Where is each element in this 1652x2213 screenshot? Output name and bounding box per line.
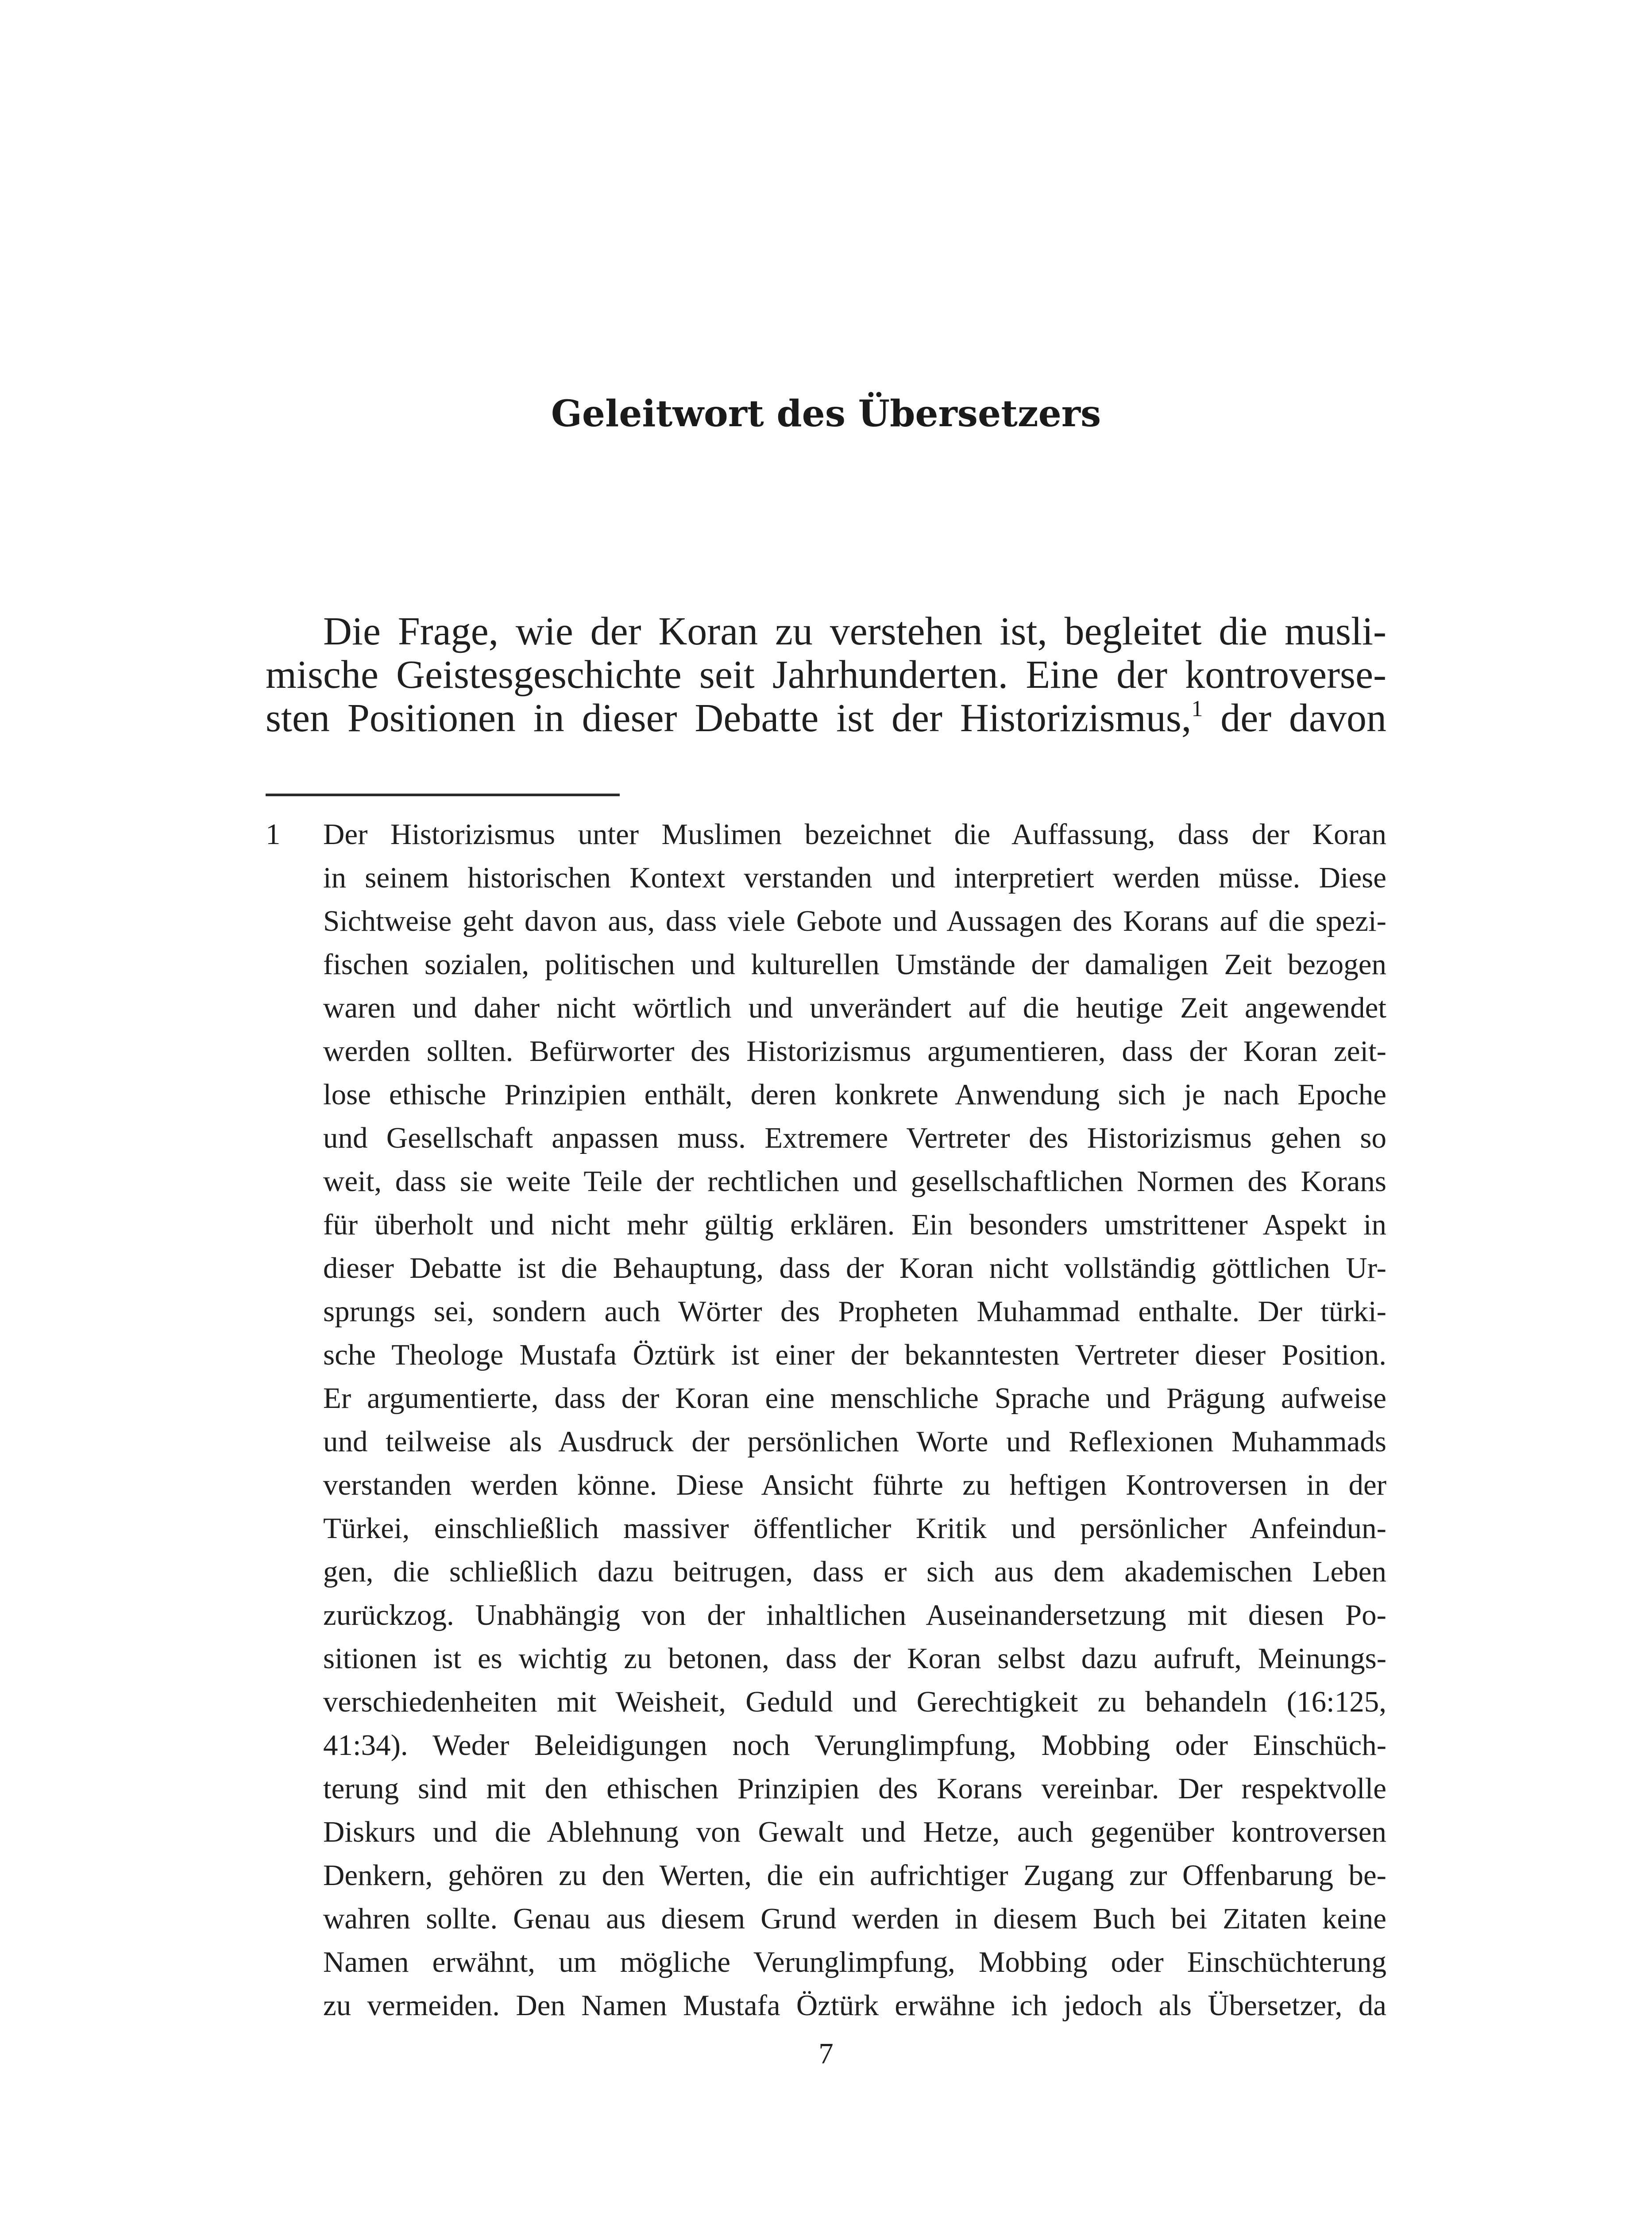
- footnote-line: sche Theologe Mustafa Öztürk ist einer der bekanntesten Vertreter dieser Position.: [323, 1338, 1386, 1371]
- footnote-line: gen, die schließlich dazu beitrugen, dass er sich aus dem akademischen Leben: [323, 1555, 1386, 1588]
- footnote-line: fischen sozialen, politischen und kulturellen Umstände der damaligen Zeit bezogen: [323, 948, 1386, 981]
- footnote-line: lose ethische Prinzipien enthält, deren konkrete Anwendung sich je nach Epoche: [323, 1078, 1386, 1111]
- footnote-line: sprungs sei, sondern auch Wörter des Propheten Muhammad enthalte. Der türki-: [323, 1295, 1386, 1328]
- footnote-line: wahren sollte. Genau aus diesem Grund werden in diesem Buch bei Zitaten keine: [323, 1902, 1386, 1935]
- footnote-line: verschiedenheiten mit Weisheit, Geduld und Gerechtigkeit zu behandeln (16:125,: [323, 1685, 1386, 1718]
- body-line-tail: der davon: [1203, 696, 1386, 740]
- footnote-text: [323, 813, 1386, 2027]
- footnote-line: in seinem historischen Kontext verstanden und interpretiert werden müsse. Diese: [323, 861, 1386, 894]
- footnote-line: zu vermeiden. Den Namen Mustafa Öztürk erwähne ich jedoch als Übersetzer, da: [323, 1989, 1386, 2022]
- footnote-line: dieser Debatte ist die Behauptung, dass der Koran nicht vollständig göttlichen Ur-: [323, 1252, 1386, 1284]
- footnote-line: Türkei, einschließlich massiver öffentlicher Kritik und persönlicher Anfeindun-: [323, 1512, 1386, 1545]
- footnote-line: Sichtweise geht davon aus, dass viele Gebote und Aussagen des Korans auf die spezi-: [323, 905, 1386, 937]
- footnote-line: Denkern, gehören zu den Werten, die ein aufrichtiger Zugang zur Offenbarung be-: [323, 1859, 1386, 1892]
- footnote-line: werden sollten. Befürworter des Historizismus argumentieren, dass der Koran zeit-: [323, 1035, 1386, 1068]
- footnote-reference[interactable]: 1: [1191, 696, 1203, 721]
- footnote-line: Namen erwähnt, um mögliche Verunglimpfung, Mobbing oder Einschüchterung: [323, 1946, 1386, 1978]
- footnote-line: weit, dass sie weite Teile der rechtlichen und gesellschaftlichen Normen des Korans: [323, 1165, 1386, 1198]
- body-line: mische Geistesgeschichte seit Jahrhunderten. Eine der kontroverse-: [266, 653, 1386, 697]
- footnote-line: und Gesellschaft anpassen muss. Extremere Vertreter des Historizismus gehen so: [323, 1122, 1386, 1154]
- footnote-line: und teilweise als Ausdruck der persönlichen Worte und Reflexionen Muhammads: [323, 1425, 1386, 1458]
- body-line-with-footnote-ref: [266, 697, 1386, 740]
- footnote-line: terung sind mit den ethischen Prinzipien des Korans vereinbar. Der respektvolle: [323, 1772, 1386, 1805]
- body-line: Die Frage, wie der Koran zu verstehen ist, begleitet die musli-: [323, 609, 1386, 653]
- footnote-line: zurückzog. Unabhängig von der inhaltlichen Auseinandersetzung mit diesen Po-: [323, 1599, 1386, 1631]
- footnote-number: 1: [266, 818, 281, 851]
- footnote-line: für überholt und nicht mehr gültig erklären. Ein besonders umstrittener Aspekt in: [323, 1208, 1386, 1241]
- footnote-line: Diskurs und die Ablehnung von Gewalt und Hetze, auch gegenüber kontroversen: [323, 1816, 1386, 1848]
- footnote-line: Er argumentierte, dass der Koran eine menschliche Sprache und Prägung aufweise: [323, 1382, 1386, 1415]
- footnote-line: waren und daher nicht wörtlich und unverändert auf die heutige Zeit angewendet: [323, 991, 1386, 1024]
- footnote-separator: [266, 794, 620, 796]
- page-number: 7: [818, 2037, 834, 2070]
- body-line-text: sten Positionen in dieser Debatte ist der Historizismus,: [266, 696, 1192, 740]
- chapter-title: Geleitwort des Übersetzers: [551, 393, 1101, 435]
- body-paragraph: [266, 610, 1386, 740]
- footnote-line: sitionen ist es wichtig zu betonen, dass der Koran selbst dazu aufruft, Meinungs-: [323, 1642, 1386, 1675]
- footnote-line: verstanden werden könne. Diese Ansicht führte zu heftigen Kontroversen in der: [323, 1469, 1386, 1501]
- footnote-line: 41:34). Weder Beleidigungen noch Verunglimpfung, Mobbing oder Einschüch-: [323, 1729, 1386, 1762]
- footnote-line: Der Historizismus unter Muslimen bezeichnet die Auffassung, dass der Koran: [323, 818, 1386, 851]
